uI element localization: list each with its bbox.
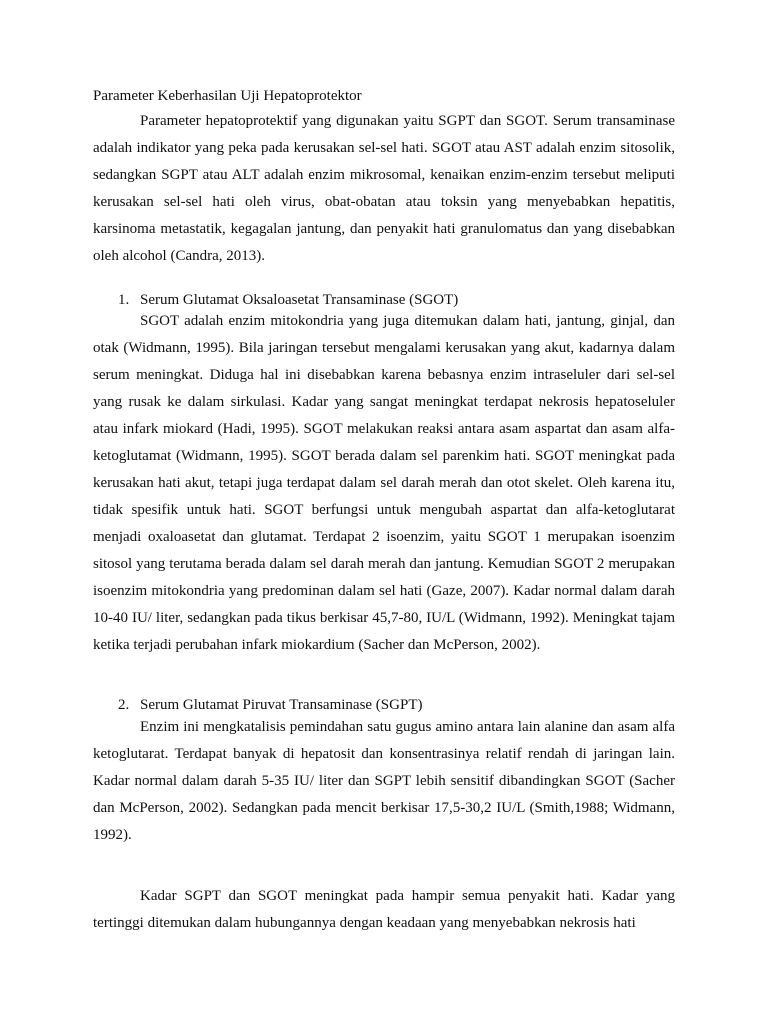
document-title: Parameter Keberhasilan Uji Hepatoprotektor (93, 88, 362, 104)
sgpt-paragraph: Enzim ini mengkatalisis pemindahan satu gugus amino antara lain alanine dan asam alfa ketoglutarat. Terdapat banyak di hepatosit dan konsentrasinya relatif rendah di jaringan lain. Kadar normal dalam darah 5-35 IU/ liter dan SGPT lebih sensitif dibandingkan SGOT (Sacher dan McPerson, 2002). Sedangkan pada mencit berkisar 17,5-30,2 IU/L (Smith,1988; Widmann, 1992). (93, 719, 675, 843)
section-heading-sgpt (118, 695, 422, 715)
section-number: 2. (118, 697, 130, 713)
section-number: 1. (118, 292, 130, 308)
section-title: Serum Glutamat Piruvat Transaminase (SGPT) (140, 697, 423, 713)
sgot-paragraph: SGOT adalah enzim mitokondria yang juga ditemukan dalam hati, jantung, ginjal, dan otak (Widmann, 1995). Bila jaringan tersebut mengalami kerusakan yang akut, kadarnya dalam serum meningkat. Diduga hal ini disebabkan karena bebasnya enzim intraseluler dari sel-sel yang rusak ke dalam sirkulasi. Kadar yang sangat meningkat terdapat nekrosis hepatoseluler atau infark miokard (Hadi, 1995). SGOT melakukan reaksi antara asam aspartat dan asam alfa-ketoglutamat (Widmann, 1995). SGOT berada dalam sel parenkim hati. SGOT meningkat pada kerusakan hati akut, tetapi juga terdapat dalam sel darah merah dan otot skelet. Oleh karena itu, tidak spesifik untuk hati. SGOT berfungsi untuk mengubah aspartat dan alfa-ketoglutarat menjadi oxaloasetat dan glutamat. Terdapat 2 isoenzim, yaitu SGOT 1 merupakan isoenzim sitosol yang terutama berada dalam sel darah merah dan jantung. Kemudian SGOT 2 merupakan isoenzim mitokondria yang predominan dalam sel hati (Gaze, 2007). Kadar normal dalam darah 10-40 IU/ liter, sedangkan pada tikus berkisar 45,7-80, IU/L (Widmann, 1992). Meningkat tajam ketika terjadi perubahan infark miokardium (Sacher dan McPerson, 2002). (93, 313, 675, 653)
section-heading-sgot (118, 290, 458, 310)
closing-paragraph: Kadar SGPT dan SGOT meningkat pada hampir semua penyakit hati. Kadar yang tertinggi ditemukan dalam hubungannya dengan keadaan yang menyebabkan nekrosis hati (93, 888, 675, 931)
intro-paragraph: Parameter hepatoprotektif yang digunakan yaitu SGPT dan SGOT. Serum transaminase adalah indikator yang peka pada kerusakan sel-sel hati. SGOT atau AST adalah enzim sitosolik, sedangkan SGPT atau ALT adalah enzim mikrosomal, kenaikan enzim-enzim tersebut meliputi kerusakan sel-sel hati oleh virus, obat-obatan atau toksin yang menyebabkan hepatitis, karsinoma metastatik, kegagalan jantung, dan penyakit hati granulomatus dan yang disebabkan oleh alcohol (Candra, 2013). (93, 113, 675, 264)
section-title: Serum Glutamat Oksaloasetat Transaminase (SGOT) (140, 292, 459, 308)
